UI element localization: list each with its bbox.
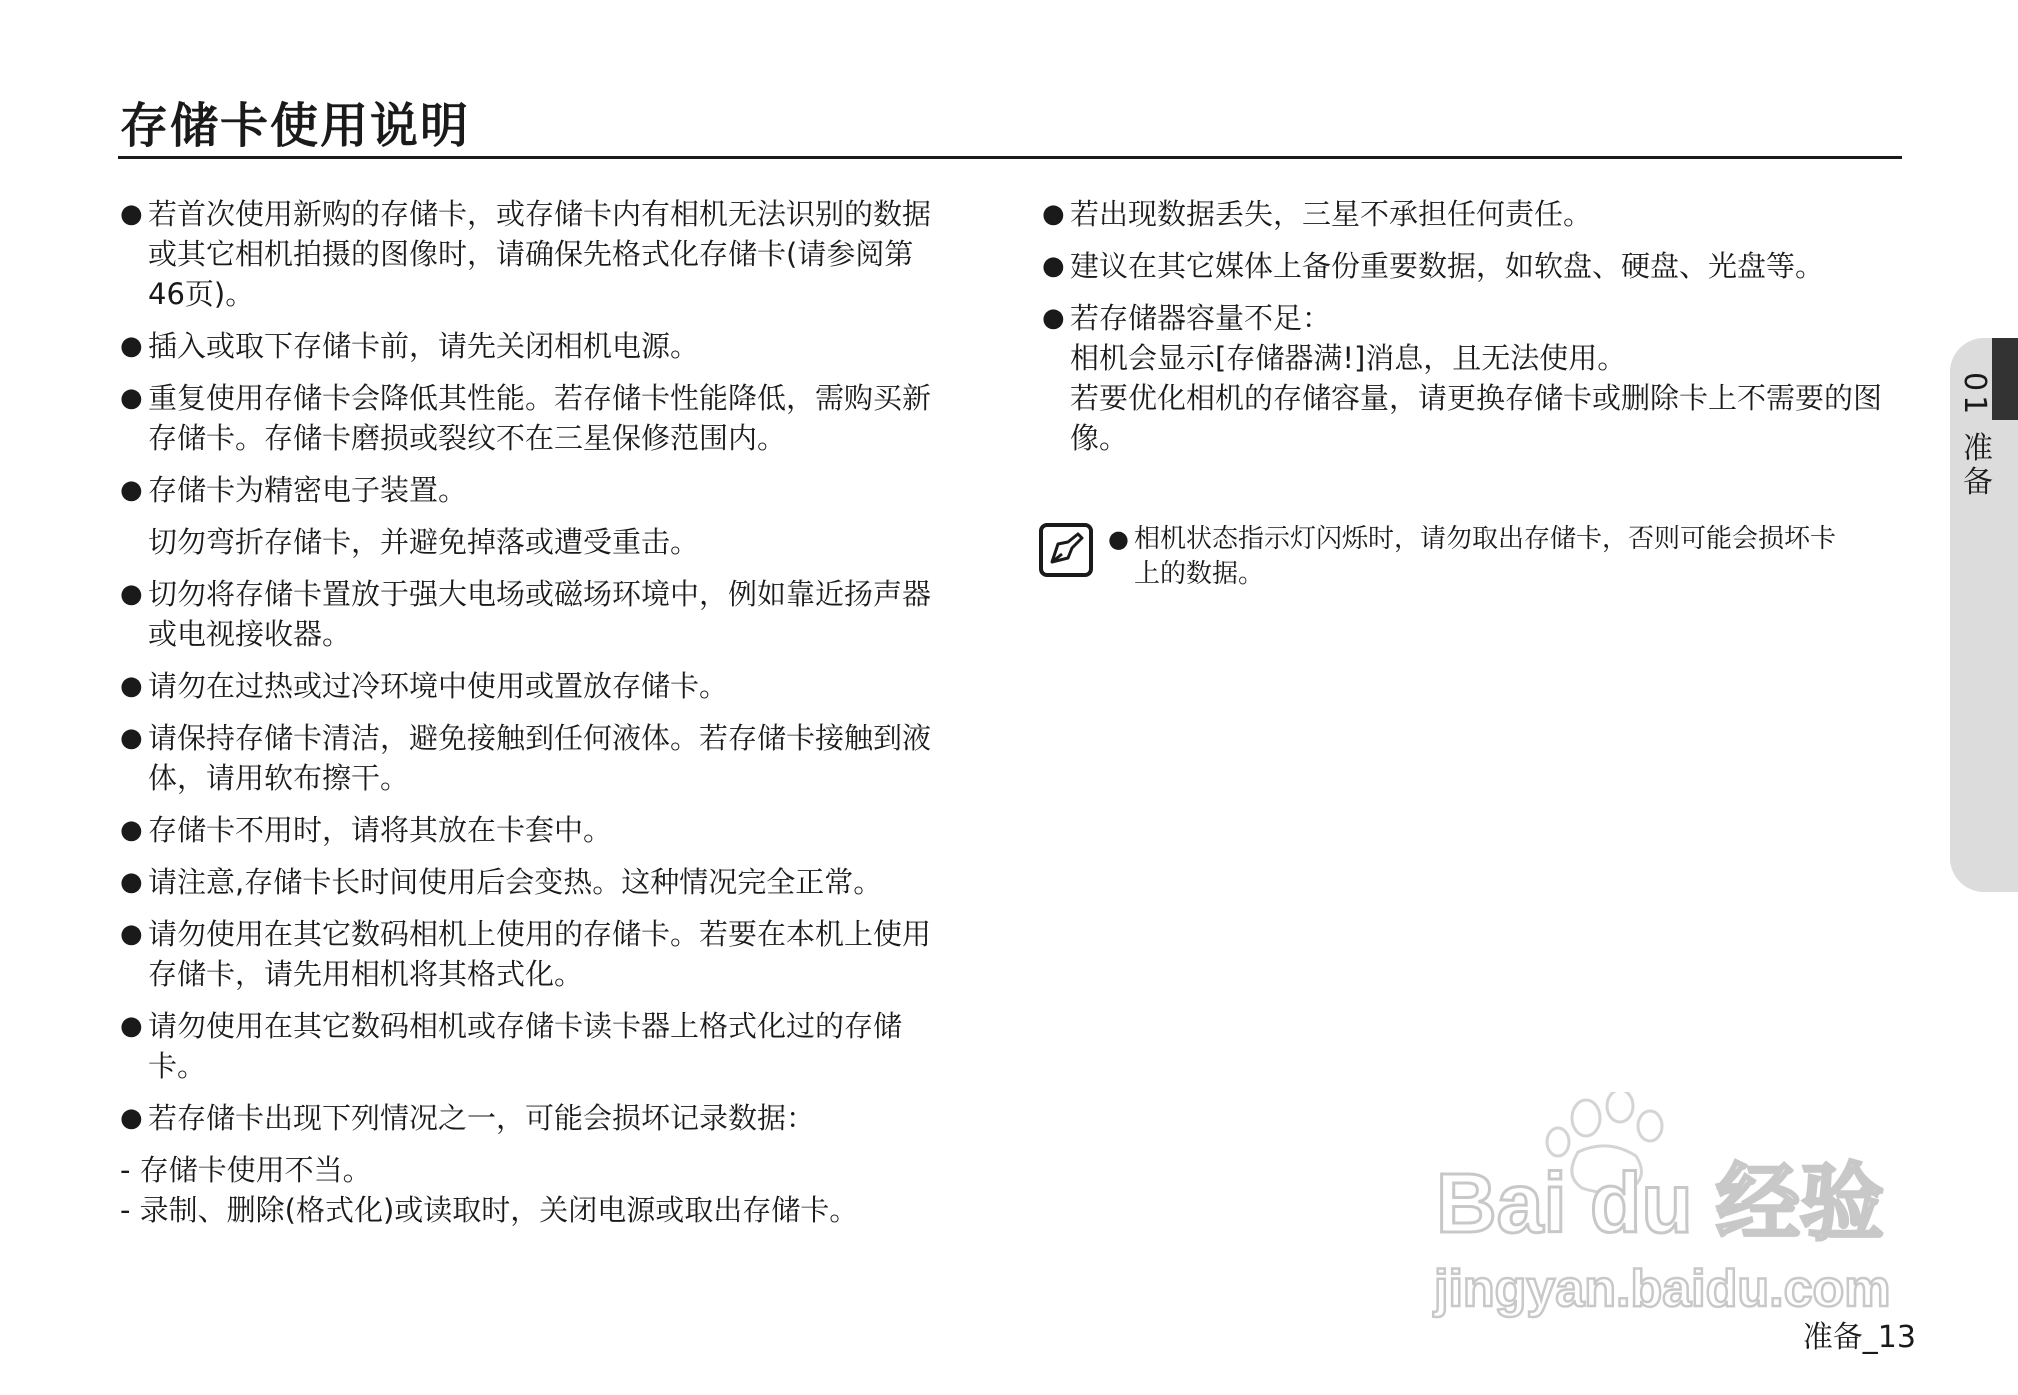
note-text xyxy=(1108,522,1974,592)
item-line: 卡。 xyxy=(148,1049,207,1083)
item-extra-line: 切勿弯折存储卡，并避免掉落或遭受重击。 xyxy=(148,525,700,559)
item-line: 请勿在过热或过冷环境中使用或置放存储卡。 xyxy=(148,669,729,703)
bullet-icon: ● xyxy=(1042,251,1065,281)
list-item xyxy=(120,574,980,654)
item-line: 切勿将存储卡置放于强大电场或磁场环境中，例如靠近扬声器 xyxy=(148,577,932,611)
bullet-icon: ● xyxy=(120,815,143,845)
bullet-icon: ● xyxy=(1042,303,1065,333)
item-line: 若首次使用新购的存储卡，或存储卡内有相机无法识别的数据 xyxy=(148,197,932,231)
item-line: 像。 xyxy=(1070,421,1129,455)
item-line: 或其它相机拍摄的图像时，请确保先格式化存储卡(请参阅第 xyxy=(148,237,914,271)
item-line: 46页)。 xyxy=(148,277,255,311)
watermark-line2: jingyan.baidu.com xyxy=(1434,1260,1891,1318)
sub-item: - 存储卡使用不当。 xyxy=(120,1153,372,1187)
list-item xyxy=(120,326,980,366)
bullet-icon: ● xyxy=(120,919,143,949)
page-footer: 准备_13 xyxy=(1802,1320,1916,1355)
bullet-icon: ● xyxy=(1042,199,1065,229)
left-column xyxy=(120,194,980,1230)
item-line: 请保持存储卡清洁，避免接触到任何液体。若存储卡接触到液 xyxy=(148,721,932,755)
list-item xyxy=(1042,246,1922,286)
item-line: 或电视接收器。 xyxy=(148,617,352,651)
item-line: 请勿使用在其它数码相机上使用的存储卡。若要在本机上使用 xyxy=(148,917,932,951)
page-title: 存储卡使用说明 xyxy=(120,98,471,154)
left-bullet-list xyxy=(120,194,980,1138)
note-pen-icon xyxy=(1038,522,1094,578)
list-item xyxy=(120,470,980,562)
list-item xyxy=(1042,298,1922,458)
bullet-icon: ● xyxy=(120,579,143,609)
item-line: 存储卡。存储卡磨损或裂纹不在三星保修范围内。 xyxy=(148,421,787,455)
sub-item: - 录制、删除(格式化)或读取时，关闭电源或取出存储卡。 xyxy=(120,1193,859,1227)
item-line: 若存储卡出现下列情况之一，可能会损坏记录数据： xyxy=(148,1101,816,1135)
item-line: 若存储器容量不足： xyxy=(1070,301,1332,335)
item-line: 存储卡为精密电子装置。 xyxy=(148,473,468,507)
item-line: 若要优化相机的存储容量，请更换存储卡或删除卡上不需要的图 xyxy=(1070,381,1883,415)
bullet-icon: ● xyxy=(120,475,143,505)
item-line: 请勿使用在其它数码相机或存储卡读卡器上格式化过的存储 xyxy=(148,1009,903,1043)
item-line: 建议在其它媒体上备份重要数据，如软盘、硬盘、光盘等。 xyxy=(1070,249,1825,283)
chapter-side-tab xyxy=(1950,338,2018,892)
list-item xyxy=(120,862,980,902)
item-line: 请注意,存储卡长时间使用后会变热。这种情况完全正常。 xyxy=(148,865,883,899)
right-bullet-list xyxy=(1042,194,1922,458)
chapter-tab-label: 01 准备 xyxy=(1957,372,1992,500)
list-item xyxy=(120,718,980,798)
list-item xyxy=(120,914,980,994)
bullet-icon: ● xyxy=(120,867,143,897)
bullet-icon: ● xyxy=(120,383,143,413)
item-line: 若出现数据丢失，三星不承担任何责任。 xyxy=(1070,197,1593,231)
list-item xyxy=(120,194,980,314)
bullet-icon: ● xyxy=(120,331,143,361)
item-line: 存储卡，请先用相机将其格式化。 xyxy=(148,957,584,991)
item-line: 插入或取下存储卡前，请先关闭相机电源。 xyxy=(148,329,700,363)
bullet-icon: ● xyxy=(120,1011,143,1041)
chapter-tab-marker xyxy=(1992,338,2018,420)
list-item xyxy=(120,666,980,706)
note-line: 相机状态指示灯闪烁时，请勿取出存储卡，否则可能会损坏卡 xyxy=(1134,524,1837,554)
right-column xyxy=(1042,194,1922,470)
note-line: 上的数据。 xyxy=(1134,559,1265,589)
bullet-icon: ● xyxy=(120,199,143,229)
bullet-icon: ● xyxy=(120,671,143,701)
item-line: 存储卡不用时，请将其放在卡套中。 xyxy=(148,813,613,847)
list-item xyxy=(120,1098,980,1138)
list-item xyxy=(120,378,980,458)
title-rule xyxy=(118,156,1902,159)
watermark-line1: Bai du 经验 xyxy=(1436,1156,1885,1250)
item-line: 重复使用存储卡会降低其性能。若存储卡性能降低，需购买新 xyxy=(148,381,932,415)
bullet-icon: ● xyxy=(120,1103,143,1133)
baidu-jingyan-watermark xyxy=(1428,1092,1898,1326)
item-line: 相机会显示[存储器满!]消息，且无法使用。 xyxy=(1070,341,1627,375)
item-line: 体，请用软布擦干。 xyxy=(148,761,410,795)
list-item xyxy=(120,1006,980,1086)
list-item xyxy=(1042,194,1922,234)
bullet-icon: ● xyxy=(120,723,143,753)
bullet-icon: ● xyxy=(1108,525,1129,553)
list-item xyxy=(120,810,980,850)
